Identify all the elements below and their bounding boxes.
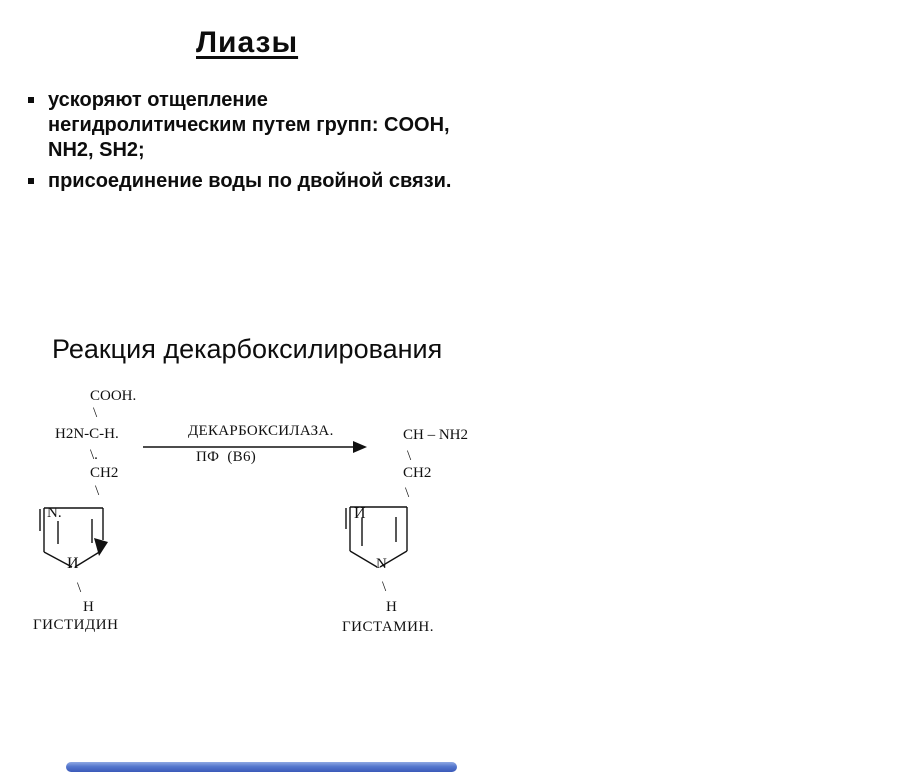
substrate-h-label: H	[83, 599, 94, 615]
substrate-bond-1: \	[93, 405, 98, 421]
substrate-bond-2: \.	[90, 447, 98, 463]
product-ring-n-label: N	[376, 556, 387, 572]
enzyme-label: ДЕКАРБОКСИЛАЗА.	[188, 423, 334, 439]
product-bond-2: \	[405, 485, 410, 501]
reaction-arrowhead-icon	[353, 441, 367, 453]
section-title: Реакция декарбоксилирования	[52, 334, 443, 364]
product-bond-1: \	[407, 448, 412, 464]
substrate-cooh-label: COOH.	[90, 388, 137, 404]
product-ring-top-label: И	[354, 505, 366, 522]
product-ch2-label: CH2	[403, 465, 432, 481]
substrate-backbone-label: H2N-C-H.	[55, 426, 119, 442]
substrate-ring-n-label: N.	[47, 505, 62, 521]
product-top-label: CH – NH2	[403, 427, 469, 443]
substrate-ch2-label: CH2	[90, 465, 119, 481]
product-name-label: ГИСТАМИН.	[342, 619, 435, 635]
product-bond-3: \	[382, 579, 387, 595]
bullet-line: ускоряют отщепление	[48, 89, 268, 111]
substrate-ring-bottom-label: И	[67, 555, 79, 572]
bullet-line: присоединение воды по двойной связи.	[48, 170, 452, 192]
page-title: Лиазы	[196, 26, 299, 59]
substrate-name-label: ГИСТИДИН	[33, 617, 119, 633]
product-h-label: H	[386, 599, 397, 615]
bullet-line: NH2, SH2;	[48, 139, 145, 161]
substrate-bond-3: \	[95, 483, 100, 499]
bullet-line: негидролитическим путем групп: COOH,	[48, 114, 450, 136]
footer-accent-bar	[66, 762, 457, 772]
substrate-bond-4: \	[77, 580, 82, 596]
cofactor-label: ПФ (В6)	[196, 449, 257, 465]
